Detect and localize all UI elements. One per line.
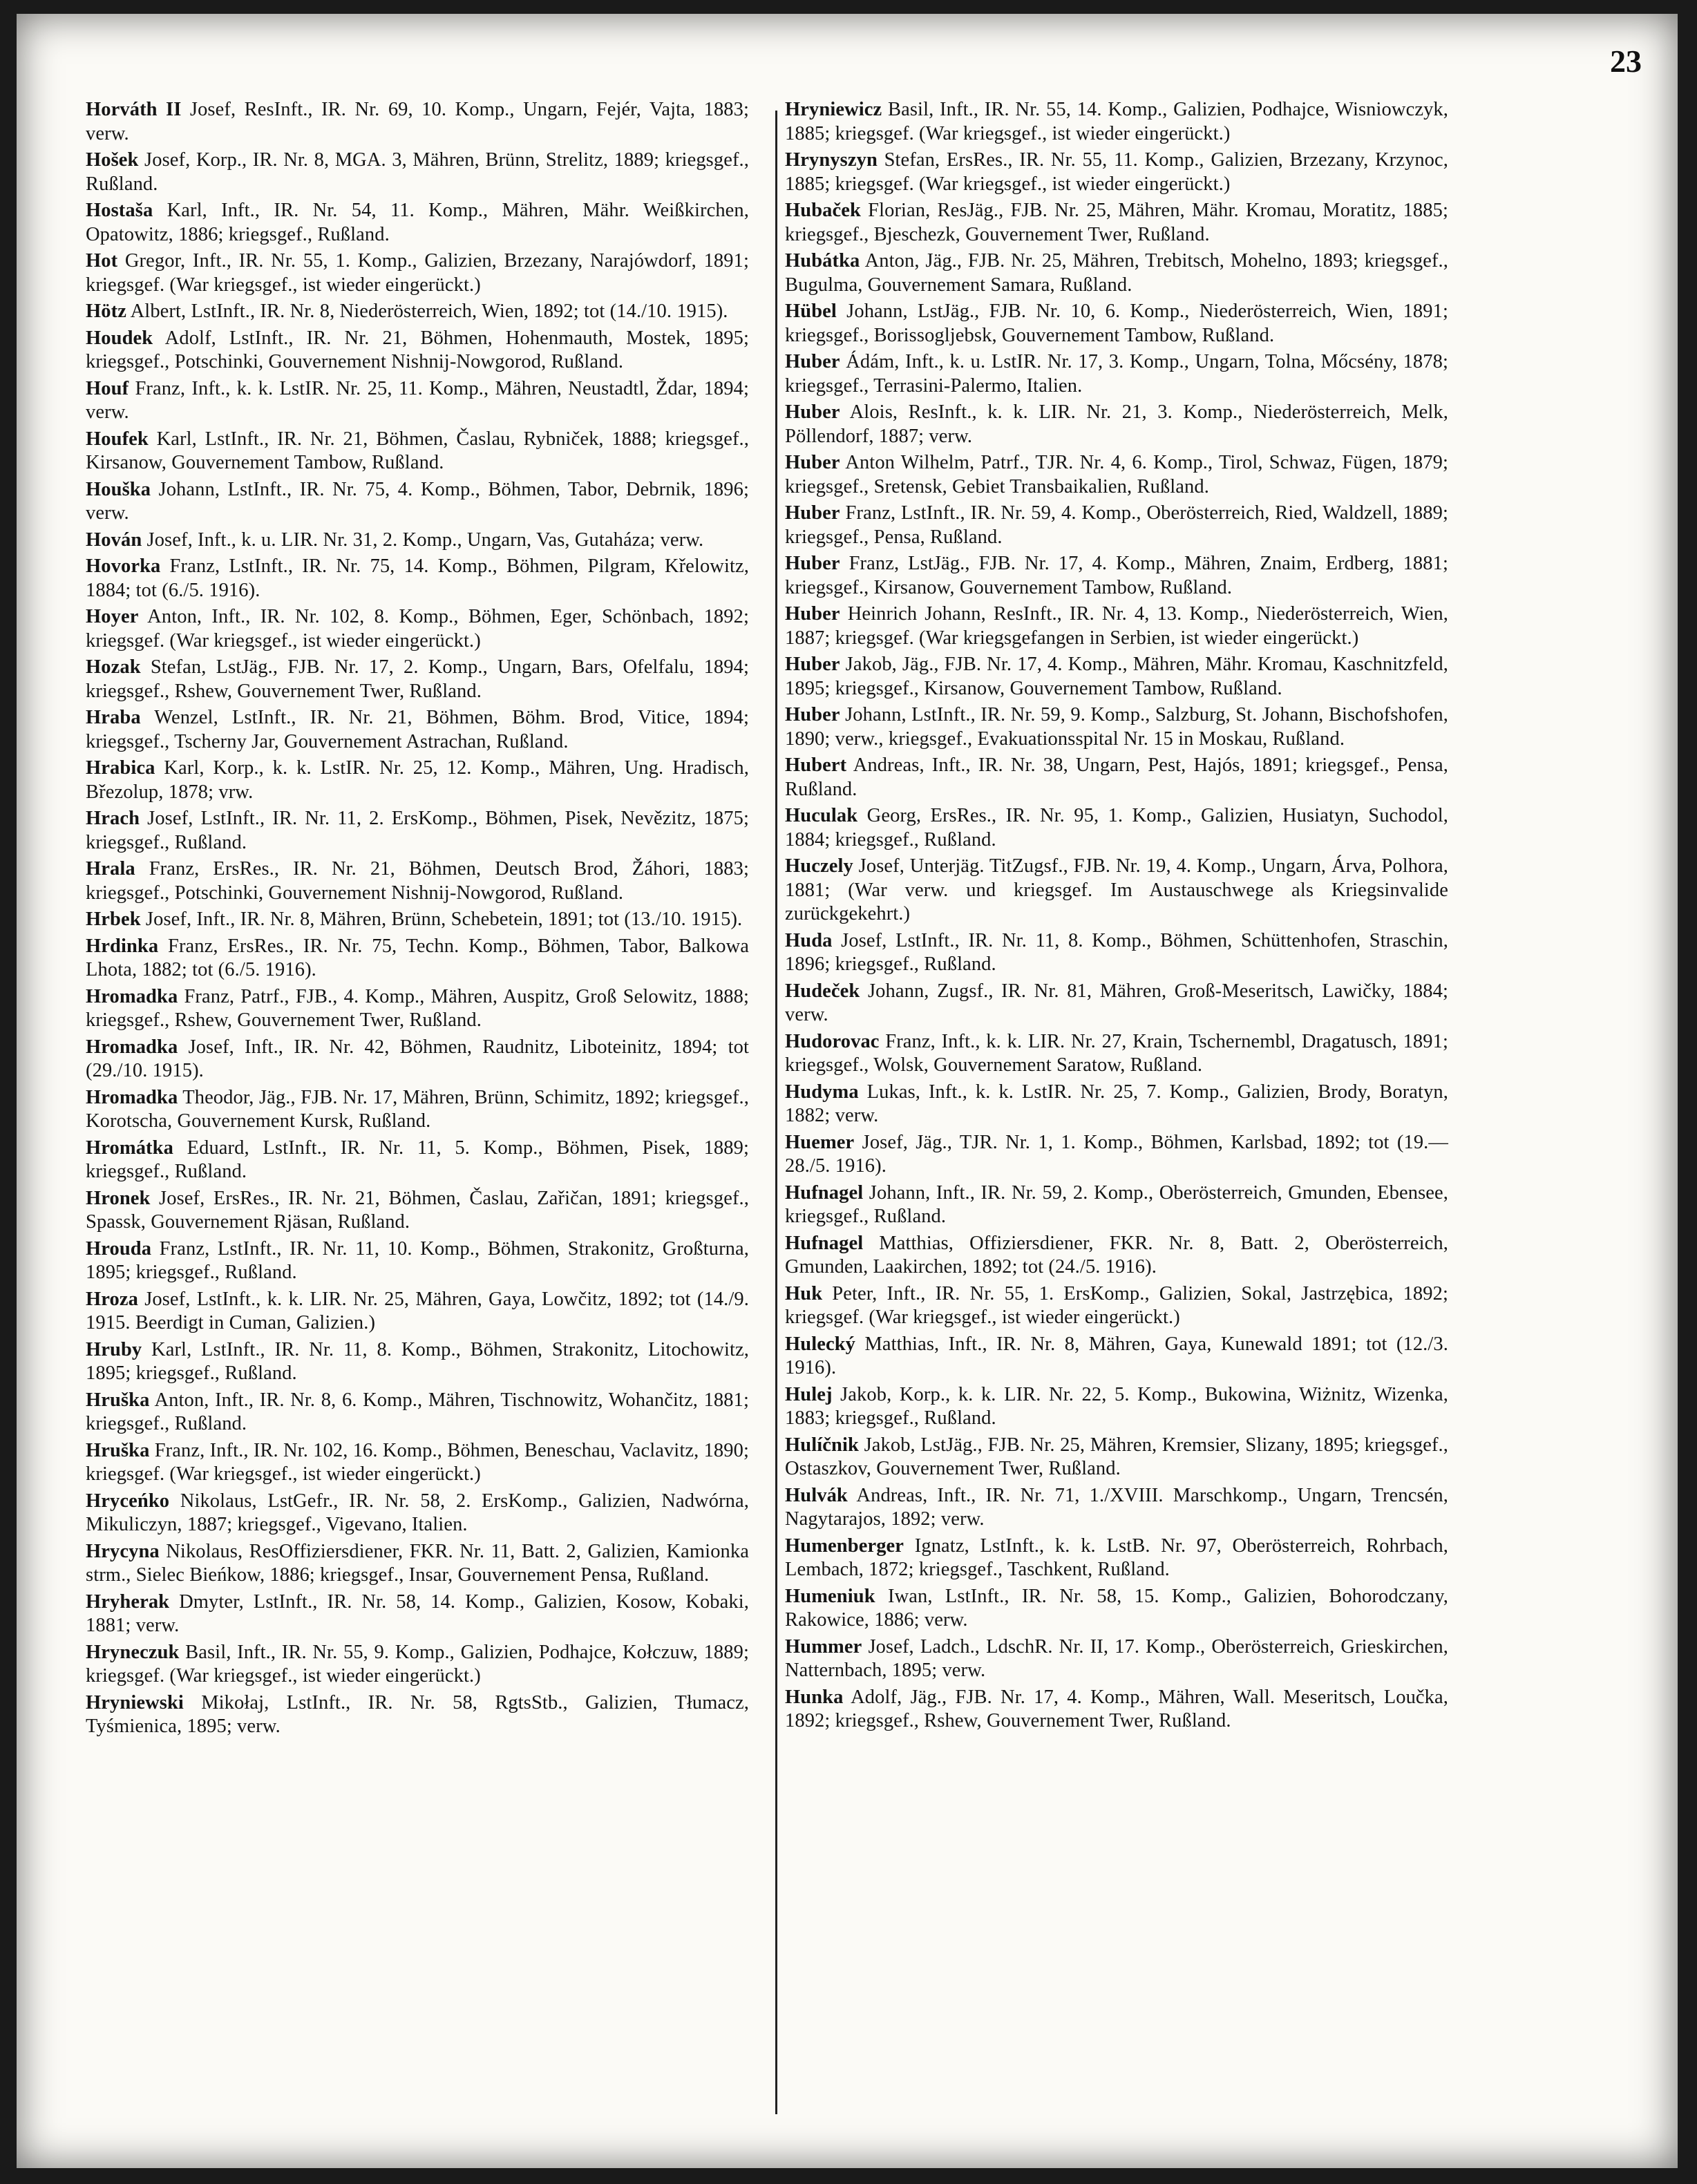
list-entry: [86, 149, 749, 196]
entry-details: Josef, Jäg., TJR. Nr. 1, 1. Komp., Böhmen, Karlsbad, 1892; tot (19.—28./5. 1916).: [785, 1131, 1448, 1177]
entry-surname: Hot: [86, 250, 118, 272]
entry-details: Johann, Inft., IR. Nr. 59, 2. Komp., Oberösterreich, Gmunden, Ebensee, kriegsgef., Rußland.: [785, 1181, 1448, 1227]
entry-surname: Houdek: [86, 327, 153, 349]
entry-surname: Hrbek: [86, 909, 141, 930]
entry-surname: Hryceńko: [86, 1490, 170, 1512]
list-entry: [785, 1131, 1448, 1179]
list-entry: [86, 1691, 749, 1739]
entry-surname: Hubert: [785, 754, 847, 776]
list-entry: [785, 703, 1448, 751]
entry-surname: Huber: [785, 401, 840, 423]
entry-surname: Hryneczuk: [86, 1641, 180, 1663]
list-entry: [86, 555, 749, 602]
entry-surname: Huk: [785, 1282, 823, 1304]
entry-details: Johann, Zugsf., IR. Nr. 81, Mähren, Groß-Meseritsch, Lawičky, 1884; verw.: [785, 980, 1448, 1025]
entry-details: Ádám, Inft., k. u. LstIR. Nr. 17, 3. Komp., Ungarn, Tolna, Mőcsény, 1878; kriegsgef., Terrasini-Palermo, Italien.: [785, 351, 1448, 397]
entry-details: Johann, LstInft., IR. Nr. 59, 9. Komp., Salzburg, St. Johann, Bischofshofen, 1890; verw., kriegsgef., Evakuationsspital Nr. 15 in Moskau, Rußland.: [785, 704, 1448, 750]
entry-details: Franz, LstInft., IR. Nr. 59, 4. Komp., Oberösterreich, Ried, Waldzell, 1889; kriegsgef., Pensa, Rußland.: [785, 502, 1448, 548]
list-entry: [86, 1439, 749, 1487]
entry-surname: Hruška: [86, 1389, 150, 1411]
entry-surname: Hromadka: [86, 985, 178, 1007]
entry-details: Franz, ErsRes., IR. Nr. 21, Böhmen, Deutsch Brod, Žáhori, 1883; kriegsgef., Potschinki, Gouvernement Nishnij-Nowgorod, Rußland.: [86, 858, 749, 904]
entry-details: Andreas, Inft., IR. Nr. 71, 1./XVIII. Marschkomp., Ungarn, Trencsén, Nagytarajos, 1892; verw.: [785, 1484, 1448, 1530]
list-entry: [785, 1585, 1448, 1633]
list-entry: [785, 249, 1448, 297]
entry-surname: Humeniuk: [785, 1585, 875, 1607]
entry-surname: Huber: [785, 603, 840, 625]
entry-surname: Hronek: [86, 1187, 151, 1209]
list-entry: [86, 377, 749, 425]
entry-details: Josef, LstInft., IR. Nr. 11, 8. Komp., Böhmen, Schüttenhofen, Straschin, 1896; kriegsgef., Rußland.: [785, 929, 1448, 975]
entry-surname: Hrala: [86, 858, 135, 880]
entry-details: Stefan, ErsRes., IR. Nr. 55, 11. Komp., Galizien, Brzezany, Krzynoc, 1885; kriegsgef. (War kriegsgef., ist wieder eingerückt.): [785, 149, 1448, 195]
list-entry: [86, 1338, 749, 1386]
entry-details: Dmyter, LstInft., IR. Nr. 58, 14. Komp., Galizien, Kosow, Kobaki, 1881; verw.: [86, 1590, 749, 1636]
entry-surname: Hromadka: [86, 1086, 178, 1108]
entry-details: Josef, Inft., IR. Nr. 8, Mähren, Brünn, Schebetein, 1891; tot (13./10. 1915).: [140, 909, 743, 930]
entry-surname: Hryniewski: [86, 1691, 184, 1713]
list-entry: [785, 1635, 1448, 1683]
list-entry: [785, 1434, 1448, 1481]
list-entry: [785, 1030, 1448, 1078]
entry-details: Georg, ErsRes., IR. Nr. 95, 1. Komp., Galizien, Husiatyn, Suchodol, 1884; kriegsgef., Rußland.: [785, 805, 1448, 851]
entry-surname: Huber: [785, 654, 840, 675]
list-entry: [86, 1490, 749, 1537]
entry-surname: Hrouda: [86, 1237, 152, 1260]
entry-details: Josef, LstInft., IR. Nr. 11, 2. ErsKomp., Böhmen, Pisek, Nevězitz, 1875; kriegsgef., Rußland.: [86, 808, 749, 853]
entry-details: Adolf, LstInft., IR. Nr. 21, Böhmen, Hohenmauth, Mostek, 1895; kriegsgef., Potschinki, Gouvernement Nishnij-Nowgorod, Rußland.: [86, 327, 749, 372]
list-entry: [86, 656, 749, 703]
entry-surname: Hrycyna: [86, 1540, 160, 1562]
list-entry: [785, 350, 1448, 398]
entry-surname: Hrabica: [86, 757, 155, 779]
entry-surname: Hudorovac: [785, 1030, 880, 1052]
entry-surname: Hroza: [86, 1288, 138, 1310]
entry-details: Stefan, LstJäg., FJB. Nr. 17, 2. Komp., Ungarn, Bars, Ofelfalu, 1894; kriegsgef., Rshew, Gouvernement Twer, Rußland.: [86, 656, 749, 702]
entry-surname: Hromátka: [86, 1137, 173, 1159]
entry-surname: Hulecký: [785, 1333, 856, 1355]
entry-details: Franz, LstJäg., FJB. Nr. 17, 4. Komp., Mähren, Znaim, Erdberg, 1881; kriegsgef., Kirsanow, Gouvernement Tambow, Rußland.: [785, 553, 1448, 598]
entry-surname: Hufnagel: [785, 1232, 864, 1254]
list-entry: [785, 1282, 1448, 1330]
list-entry: [785, 1686, 1448, 1734]
entry-details: Josef, ErsRes., IR. Nr. 21, Böhmen, Časlau, Zařičan, 1891; kriegsgef., Spassk, Gouvernement Rjäsan, Rußland.: [86, 1187, 749, 1233]
list-entry: [86, 1036, 749, 1083]
list-entry: [785, 929, 1448, 977]
column-divider: [775, 111, 777, 2114]
list-entry: [86, 807, 749, 855]
entry-details: Iwan, LstInft., IR. Nr. 58, 15. Komp., Galizien, Bohorodczany, Rakowice, 1886; verw.: [785, 1585, 1448, 1631]
list-entry: [785, 552, 1448, 600]
entry-surname: Hruška: [86, 1439, 150, 1461]
entry-surname: Hrdinka: [86, 935, 159, 957]
entry-details: Josef, Ladch., LdschR. Nr. II, 17. Komp., Oberösterreich, Grieskirchen, Natternbach, 1895; verw.: [785, 1635, 1448, 1681]
entry-details: Josef, LstInft., k. k. LIR. Nr. 25, Mähren, Gaya, Lowčitz, 1892; tot (14./9. 1915. Beerdigt in Cuman, Galizien.): [86, 1288, 749, 1333]
entry-details: Peter, Inft., IR. Nr. 55, 1. ErsKomp., Galizien, Sokal, Jastrzębica, 1892; kriegsgef. (War kriegsgef., ist wieder eingerückt.): [785, 1282, 1448, 1328]
entry-surname: Houška: [86, 478, 151, 500]
entry-surname: Huber: [785, 704, 840, 725]
entry-surname: Hübel: [785, 301, 837, 322]
entry-details: Matthias, Inft., IR. Nr. 8, Mähren, Gaya, Kunewald 1891; tot (12./3. 1916).: [785, 1333, 1448, 1378]
list-entry: [86, 478, 749, 526]
entry-surname: Hufnagel: [785, 1181, 864, 1204]
page-number: 23: [1610, 44, 1642, 79]
entry-details: Johann, LstJäg., FJB. Nr. 10, 6. Komp., Niederösterreich, Wien, 1891; kriegsgef., Borissoglјebsk, Gouvernement Tambow, Rußland.: [785, 301, 1448, 346]
list-entry: [86, 98, 749, 146]
entry-surname: Huemer: [785, 1131, 855, 1153]
list-entry: [785, 1383, 1448, 1431]
entry-details: Josef, Inft., k. u. LIR. Nr. 31, 2. Komp., Ungarn, Vas, Gutaháza; verw.: [142, 529, 704, 551]
entry-details: Franz, Inft., k. k. LstIR. Nr. 25, 11. Komp., Mähren, Neustadtl, Ždar, 1894; verw.: [86, 377, 749, 423]
entry-surname: Huber: [785, 553, 840, 574]
list-entry: [86, 1187, 749, 1235]
entry-details: Franz, Inft., IR. Nr. 102, 16. Komp., Böhmen, Beneschau, Vaclavitz, 1890; kriegsgef. (War kriegsgef., ist wieder eingerückt.): [86, 1439, 749, 1485]
list-entry: [86, 908, 749, 932]
entry-surname: Hromadka: [86, 1036, 178, 1058]
entry-details: Lukas, Inft., k. k. LstIR. Nr. 25, 7. Komp., Galizien, Brody, Boratyn, 1882; verw.: [785, 1081, 1448, 1126]
entry-surname: Hruby: [86, 1338, 142, 1360]
entry-surname: Huber: [785, 351, 840, 372]
entry-details: Johann, LstInft., IR. Nr. 75, 4. Komp., Böhmen, Tabor, Debrnik, 1896; verw.: [86, 478, 749, 524]
list-entry: [785, 1081, 1448, 1128]
entry-details: Mikołaj, LstInft., IR. Nr. 58, RgtsStb., Galizien, Tłumacz, Tyśmienica, 1895; verw.: [86, 1691, 749, 1737]
list-entry: [785, 980, 1448, 1027]
list-entry: [785, 653, 1448, 701]
list-entry: [86, 1086, 749, 1134]
entry-details: Franz, ErsRes., IR. Nr. 75, Techn. Komp., Böhmen, Tabor, Balkowa Lhota, 1882; tot (6./5. 1916).: [86, 935, 749, 980]
entry-details: Basil, Inft., IR. Nr. 55, 9. Komp., Galizien, Podhajce, Kołczuw, 1889; kriegsgef. (War kriegsgef., ist wieder eingerückt.): [86, 1641, 749, 1687]
entry-surname: Horváth II: [86, 99, 182, 120]
entry-details: Karl, Inft., IR. Nr. 54, 11. Komp., Mähren, Mähr. Weißkirchen, Opatowitz, 1886; kriegsgef., Rußland.: [86, 200, 749, 245]
entry-surname: Hubátka: [785, 250, 860, 272]
list-entry: [785, 1333, 1448, 1380]
entry-details: Matthias, Offiziersdiener, FKR. Nr. 8, Batt. 2, Oberösterreich, Gmunden, Laakirchen, 1892; tot (24./5. 1916).: [785, 1232, 1448, 1278]
entry-details: Jakob, Korp., k. k. LIR. Nr. 22, 5. Komp., Bukowina, Wiżnitz, Wizenka, 1883; kriegsgef., Rußland.: [785, 1383, 1448, 1429]
entry-surname: Hryherak: [86, 1590, 170, 1613]
entry-surname: Hryniewicz: [785, 99, 882, 120]
entry-surname: Hulej: [785, 1383, 833, 1405]
list-entry: [86, 1389, 749, 1436]
entry-details: Florian, ResJäg., FJB. Nr. 25, Mähren, Mähr. Kromau, Moratitz, 1885; kriegsgef., Bjeschezk, Gouvernement Twer, Rußland.: [785, 200, 1448, 245]
entry-surname: Hulíčnik: [785, 1434, 859, 1456]
entry-details: Adolf, Jäg., FJB. Nr. 17, 4. Komp., Mähren, Wall. Meseritsch, Loučka, 1892; kriegsgef., Rshew, Gouvernement Twer, Rußland.: [785, 1686, 1448, 1731]
list-entry: [86, 249, 749, 297]
list-entry: [86, 605, 749, 653]
entry-surname: Humenberger: [785, 1535, 904, 1557]
list-entry: [86, 300, 749, 324]
entry-surname: Huber: [785, 502, 840, 524]
list-entry: [785, 451, 1448, 499]
entry-details: Josef, Unterjäg. TitZugsf., FJB. Nr. 19, 4. Komp., Ungarn, Árva, Polhora, 1881; (War verw. und kriegsgef. Im Austauschwege als Kriegsinvalide zurückgekehrt.): [785, 855, 1448, 924]
entry-surname: Hraba: [86, 707, 141, 728]
entry-details: Josef, ResInft., IR. Nr. 69, 10. Komp., Ungarn, Fejér, Vajta, 1883; verw.: [86, 99, 750, 144]
list-entry: [785, 602, 1448, 650]
entry-details: Ignatz, LstInft., k. k. LstB. Nr. 97, Oberösterreich, Rohrbach, Lembach, 1872; kriegsgef., Taschkent, Rußland.: [785, 1535, 1448, 1580]
entry-surname: Hulvák: [785, 1484, 848, 1506]
list-entry: [785, 855, 1448, 927]
list-entry: [86, 1540, 749, 1588]
entry-details: Alois, ResInft., k. k. LIR. Nr. 21, 3. Komp., Niederösterreich, Melk, Pöllendorf, 1887; verw.: [785, 401, 1448, 447]
entry-surname: Hummer: [785, 1635, 862, 1658]
entry-surname: Hovorka: [86, 556, 161, 577]
entry-details: Anton, Jäg., FJB. Nr. 25, Mähren, Trebitsch, Mohelno, 1893; kriegsgef., Bugulma, Gouvernement Samara, Rußland.: [785, 250, 1448, 296]
entry-surname: Hudyma: [785, 1081, 859, 1103]
entry-details: Anton, Inft., IR. Nr. 102, 8. Komp., Böhmen, Eger, Schönbach, 1892; kriegsgef. (War kriegsgef., ist wieder eingerückt.): [86, 606, 749, 652]
entry-details: Andreas, Inft., IR. Nr. 38, Ungarn, Pest, Hajós, 1891; kriegsgef., Pensa, Rußland.: [785, 754, 1448, 800]
list-entry: [86, 1590, 749, 1638]
entry-details: Franz, Inft., k. k. LIR. Nr. 27, Krain, Tschernembl, Dragatusch, 1891; kriegsgef., Wolsk, Gouvernement Saratow, Rußland.: [785, 1030, 1448, 1076]
list-entry: [86, 199, 749, 247]
entry-surname: Huda: [785, 929, 833, 951]
entry-details: Eduard, LstInft., IR. Nr. 11, 5. Komp., Böhmen, Pisek, 1889; kriegsgef., Rußland.: [86, 1137, 749, 1182]
entry-surname: Huczely: [785, 855, 853, 877]
entry-surname: Hoyer: [86, 606, 139, 627]
entry-details: Karl, LstInft., IR. Nr. 11, 8. Komp., Böhmen, Strakonitz, Litochowitz, 1895; kriegsgef., Rußland.: [86, 1338, 749, 1384]
entry-surname: Hozak: [86, 656, 141, 678]
list-entry: [785, 98, 1448, 146]
list-entry: [785, 1181, 1448, 1229]
entry-surname: Hošek: [86, 149, 139, 171]
entry-surname: Huculak: [785, 805, 858, 826]
entry-surname: Hötz: [86, 301, 126, 322]
left-column: [86, 98, 749, 1742]
right-column: [785, 98, 1448, 1736]
entry-surname: Hrach: [86, 808, 140, 829]
entry-surname: Houf: [86, 377, 129, 399]
document-page: [17, 14, 1678, 2168]
list-entry: [86, 428, 749, 475]
entry-details: Franz, LstInft., IR. Nr. 11, 10. Komp., Böhmen, Strakonitz, Großturna, 1895; kriegsgef., Rußland.: [86, 1237, 749, 1283]
list-entry: [785, 401, 1448, 448]
entry-surname: Houfek: [86, 428, 149, 450]
entry-surname: Hudeček: [785, 980, 860, 1002]
entry-surname: Huber: [785, 452, 840, 473]
entry-details: Jakob, Jäg., FJB. Nr. 17, 4. Komp., Mähren, Mähr. Kromau, Kaschnitzfeld, 1895; kriegsgef., Kirsanow, Gouvernement Tambow, Rußland.: [785, 654, 1448, 699]
list-entry: [86, 985, 749, 1033]
list-entry: [785, 754, 1448, 801]
entry-details: Albert, LstInft., IR. Nr. 8, Niederösterreich, Wien, 1892; tot (14./10. 1915).: [126, 301, 728, 322]
entry-surname: Hrynyszyn: [785, 149, 878, 171]
entry-details: Anton Wilhelm, Patrf., TJR. Nr. 4, 6. Komp., Tirol, Schwaz, Fügen, 1879; kriegsgef., Sretensk, Gebiet Transbaikalien, Rußland.: [785, 452, 1448, 497]
entry-details: Josef, Korp., IR. Nr. 8, MGA. 3, Mähren, Brünn, Strelitz, 1889; kriegsgef., Rußland.: [86, 149, 749, 195]
list-entry: [86, 529, 749, 553]
list-entry: [785, 199, 1448, 247]
entry-details: Theodor, Jäg., FJB. Nr. 17, Mähren, Brünn, Schimitz, 1892; kriegsgef., Korotscha, Gouvernement Kursk, Rußland.: [86, 1086, 749, 1132]
entry-details: Anton, Inft., IR. Nr. 8, 6. Komp., Mähren, Tischnowitz, Wohančitz, 1881; kriegsgef., Rußland.: [86, 1389, 749, 1434]
entry-surname: Hostaša: [86, 200, 153, 221]
list-entry: [785, 502, 1448, 549]
entry-details: Basil, Inft., IR. Nr. 55, 14. Komp., Galizien, Podhajce, Wisniowczyk, 1885; kriegsgef. (War kriegsgef., ist wieder eingerückt.): [785, 99, 1448, 144]
entry-surname: Hubaček: [785, 200, 861, 221]
list-entry: [785, 1535, 1448, 1582]
entry-details: Heinrich Johann, ResInft., IR. Nr. 4, 13. Komp., Niederösterreich, Wien, 1887; kriegsgef. (War kriegsgefangen in Serbien, ist wieder eingerückt.): [785, 603, 1448, 649]
list-entry: [86, 1137, 749, 1184]
entry-surname: Hován: [86, 529, 142, 551]
entry-details: Franz, LstInft., IR. Nr. 75, 14. Komp., Böhmen, Pilgram, Křelowitz, 1884; tot (6./5. 1916).: [86, 556, 749, 601]
entry-details: Nikolaus, ResOffiziersdiener, FKR. Nr. 11, Batt. 2, Galizien, Kamionka strm., Sielec Bieńkow, 1886; kriegsgef., Insar, Gouvernement Pensa, Rußland.: [86, 1540, 749, 1586]
list-entry: [785, 300, 1448, 348]
list-entry: [86, 935, 749, 982]
entry-details: Nikolaus, LstGefr., IR. Nr. 58, 2. ErsKomp., Galizien, Nadwórna, Mikuliczyn, 1887; kriegsgef., Vigevano, Italien.: [86, 1490, 749, 1535]
list-entry: [785, 149, 1448, 196]
entry-surname: Hunka: [785, 1686, 844, 1708]
entry-details: Jakob, LstJäg., FJB. Nr. 25, Mähren, Kremsier, Slizany, 1895; kriegsgef., Ostaszkov, Gouvernement Twer, Rußland.: [785, 1434, 1448, 1479]
list-entry: [86, 1288, 749, 1336]
entry-details: Gregor, Inft., IR. Nr. 55, 1. Komp., Galizien, Brzezany, Narajówdorf, 1891; kriegsgef. (War kriegsgef., ist wieder eingerückt.): [86, 250, 749, 296]
list-entry: [86, 857, 749, 905]
list-entry: [86, 757, 749, 804]
list-entry: [86, 327, 749, 374]
list-entry: [86, 1237, 749, 1285]
list-entry: [86, 1641, 749, 1689]
entry-details: Franz, Patrf., FJB., 4. Komp., Mähren, Auspitz, Groß Selowitz, 1888; kriegsgef., Rshew, Gouvernement Twer, Rußland.: [86, 985, 749, 1031]
list-entry: [785, 1484, 1448, 1532]
entry-details: Wenzel, LstInft., IR. Nr. 21, Böhmen, Böhm. Brod, Vitice, 1894; kriegsgef., Tscherny Jar, Gouvernement Astrachan, Rußland.: [86, 707, 749, 752]
list-entry: [785, 1232, 1448, 1280]
entry-details: Josef, Inft., IR. Nr. 42, Böhmen, Raudnitz, Liboteinitz, 1894; tot (29./10. 1915).: [86, 1036, 749, 1081]
entry-details: Karl, Korp., k. k. LstIR. Nr. 25, 12. Komp., Mähren, Ung. Hradisch, Březolup, 1878; vrw.: [86, 757, 749, 803]
list-entry: [86, 706, 749, 754]
entry-details: Karl, LstInft., IR. Nr. 21, Böhmen, Časlau, Rybniček, 1888; kriegsgef., Kirsanow, Gouvernement Tambow, Rußland.: [86, 428, 749, 473]
list-entry: [785, 804, 1448, 852]
